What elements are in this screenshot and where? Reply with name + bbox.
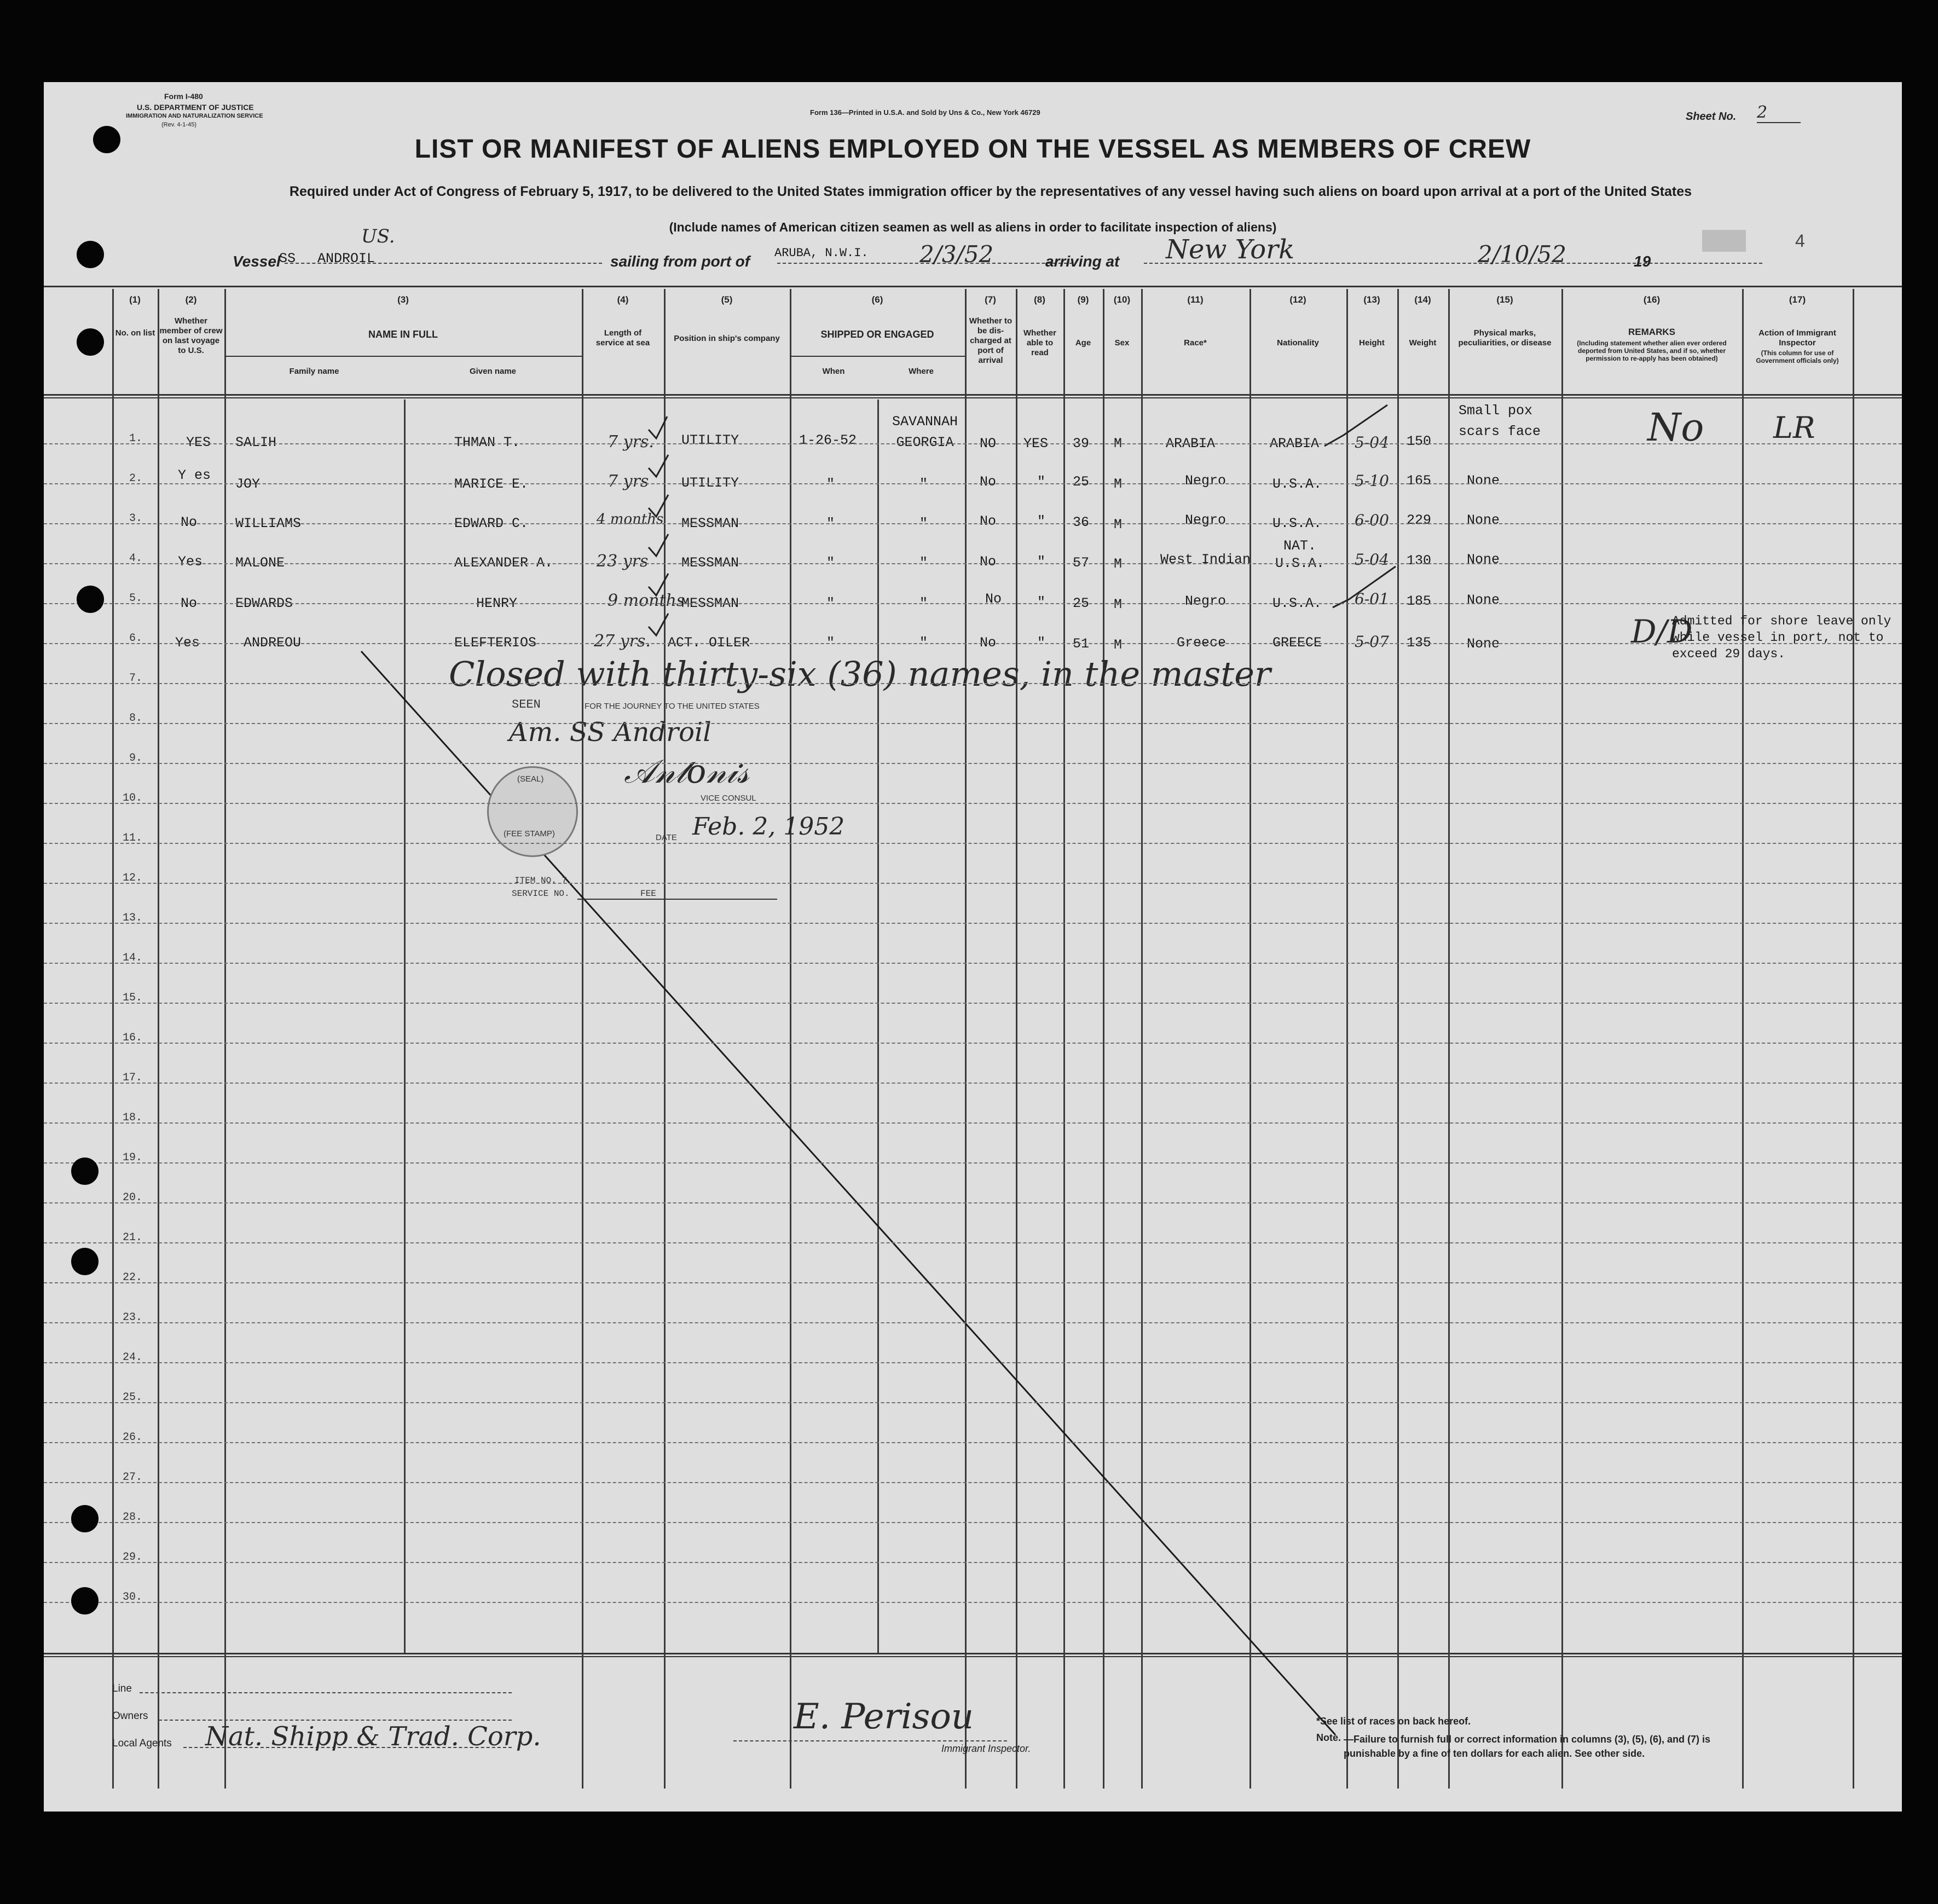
col-num-9: (9)	[1077, 294, 1089, 305]
col-num-17: (17)	[1789, 294, 1806, 305]
footer-line-label: Line	[112, 1683, 132, 1694]
line-number: 23.	[122, 1311, 142, 1324]
col-num-1: (1)	[129, 294, 141, 305]
row-rule	[44, 563, 1902, 564]
row3-when: "	[826, 516, 835, 531]
line-number: 15.	[122, 992, 142, 1004]
row2-discharged: No	[980, 474, 997, 490]
row1-nationality: ARABIA	[1270, 436, 1320, 452]
row6-height: 5-07	[1355, 633, 1389, 651]
col-num-4: (4)	[617, 294, 629, 305]
service-name: IMMIGRATION AND NATURALIZATION SERVICE	[126, 113, 263, 119]
col-head-race: Race*	[1184, 338, 1207, 348]
col-head-position: Position in ship's company	[674, 334, 780, 343]
row1-position: UTILITY	[681, 432, 739, 448]
row1-action: LR	[1773, 410, 1815, 445]
line-number: 22.	[122, 1271, 142, 1284]
row-rule	[44, 1602, 1902, 1603]
line-number: 1.	[129, 432, 142, 445]
row4-marks: None	[1467, 552, 1500, 568]
binder-hole	[77, 586, 104, 613]
port-from: ARUBA, N.W.I.	[774, 246, 869, 260]
stamp-number: 4	[1795, 231, 1805, 251]
stamp-vice-consul: VICE CONSUL	[701, 794, 756, 803]
col-head-when: When	[822, 367, 845, 376]
col-num-8: (8)	[1034, 294, 1045, 305]
stamp-fee: FEE	[640, 889, 656, 899]
col-head-remarks: REMARKS	[1628, 327, 1675, 337]
year-label: 19	[1634, 253, 1651, 270]
row-rule	[44, 723, 1902, 724]
form-title: LIST OR MANIFEST OF ALIENS EMPLOYED ON THE VESSEL AS MEMBERS OF CREW	[414, 135, 1531, 164]
col-head-where: Where	[909, 367, 934, 376]
col-num-12: (12)	[1289, 294, 1306, 305]
sailing-label: sailing from port of	[610, 253, 750, 270]
row4-age: 57	[1073, 555, 1090, 571]
row4-position: MESSMAN	[681, 555, 739, 571]
vessel-name: ANDROIL	[317, 251, 375, 267]
form-subtitle: Required under Act of Congress of February 5, 1917, to be delivered to the United States immigration officer by the representatives of any vessel having such aliens on board upon arrival at a port of the United States	[289, 184, 1692, 199]
form-note: (Include names of American citizen seamen as well as aliens in order to facilitate inspection of aliens)	[669, 220, 1277, 234]
line-number: 13.	[122, 912, 142, 924]
col-num-2: (2)	[185, 294, 197, 305]
footer-agents-value: Nat. Shipp & Trad. Corp.	[205, 1721, 541, 1752]
row6-remarks-mark: D/D	[1631, 613, 1693, 650]
row1-given: THMAN T.	[454, 435, 520, 450]
row2-race: Negro	[1185, 473, 1227, 489]
line-number: 21.	[122, 1231, 142, 1244]
row3-service: 4 months	[597, 511, 664, 528]
row-rule	[44, 1442, 1902, 1443]
row-rule	[44, 1162, 1902, 1164]
line-number: 26.	[122, 1431, 142, 1444]
row5-marks: None	[1467, 592, 1500, 608]
footer-agents-label: Local Agents	[112, 1738, 172, 1749]
row-rule	[44, 1043, 1902, 1044]
row2-age: 25	[1073, 474, 1090, 490]
col-num-11: (11)	[1187, 294, 1204, 305]
row-rule	[44, 923, 1902, 924]
col-head-crew: Whether member of crew on last voyage to U.S.	[159, 316, 223, 355]
row6-read: "	[1037, 635, 1046, 651]
row6-discharged: No	[980, 635, 997, 651]
penalty-note: —Failure to furnish full or correct information in columns (3), (5), (6), and (7) is punishable by a fine of ten dollars for each alien. See other side.	[1344, 1734, 1711, 1759]
row5-race: Negro	[1185, 593, 1227, 609]
col-head-marks: Physical marks, peculiarities, or disease	[1458, 328, 1552, 348]
col-head-discharged: Whether to be dis-charged at port of arrival	[969, 316, 1013, 365]
row5-given: HENRY	[476, 595, 518, 611]
row5-height: 6-01	[1355, 590, 1389, 608]
row3-weight: 229	[1407, 512, 1432, 528]
row3-race: Negro	[1185, 512, 1227, 528]
row1-discharged: NO	[980, 436, 997, 452]
row5-read: "	[1037, 594, 1046, 610]
line-number: 6.	[129, 632, 142, 645]
row-rule	[44, 1362, 1902, 1363]
vessel-label: Vessel	[233, 253, 281, 270]
row-rule	[44, 1322, 1902, 1323]
line-number: 3.	[129, 512, 142, 525]
row5-sex: M	[1114, 597, 1123, 612]
footer-owners-underline	[159, 1720, 512, 1721]
manifest-sheet	[44, 82, 1902, 1812]
line-number: 2.	[129, 472, 142, 485]
row5-age: 25	[1073, 595, 1090, 611]
binder-hole	[71, 1505, 99, 1532]
port-to: New York	[1166, 234, 1295, 265]
closing-note: Closed with thirty-six (36) names, in the master	[449, 654, 1271, 694]
row2-read: "	[1037, 474, 1046, 490]
row4-service: 23 yrs	[597, 552, 649, 571]
sheet-label: Sheet No.	[1686, 111, 1737, 123]
footer-owners-label: Owners	[112, 1710, 148, 1722]
line-number: 28.	[122, 1511, 142, 1524]
inspector-signature: E. Perisou	[794, 1697, 974, 1737]
check-marks	[44, 82, 1902, 1812]
line-number: 5.	[129, 592, 142, 605]
line-number: 9.	[129, 752, 142, 765]
row4-race: West Indian	[1160, 552, 1251, 568]
stamp-seen: SEEN	[512, 698, 541, 711]
note-label: Note.	[1316, 1732, 1341, 1743]
line-number: 7.	[129, 672, 142, 685]
row1-age: 39	[1073, 436, 1090, 452]
check-mark	[1324, 405, 1387, 446]
row4-where: "	[919, 555, 928, 571]
department: U.S. DEPARTMENT OF JUSTICE	[137, 103, 254, 112]
row4-when: "	[826, 555, 835, 571]
col-num-13: (13)	[1363, 294, 1380, 305]
races-note: *See list of races on back hereof.	[1316, 1716, 1471, 1727]
row4-sex: M	[1114, 556, 1123, 572]
row-rule	[44, 483, 1902, 484]
col-num-6: (6)	[871, 294, 883, 305]
row1-read: YES	[1023, 436, 1049, 452]
row1-family: SALIH	[235, 435, 277, 450]
row-rule	[44, 1522, 1902, 1523]
stamp-vessel: Am. SS Androil	[509, 717, 711, 748]
col-head-nationality: Nationality	[1277, 338, 1319, 348]
stamp-item: ITEM NO. 7	[514, 876, 568, 886]
row2-given: MARICE E.	[454, 476, 529, 492]
line-number: 29.	[122, 1551, 142, 1564]
row5-position: MESSMAN	[681, 595, 739, 611]
col-head-name: NAME IN FULL	[368, 329, 438, 340]
stamp-service: SERVICE NO.	[512, 889, 570, 899]
col-head-family: Family name	[289, 367, 339, 376]
row2-marks: None	[1467, 473, 1500, 489]
col-head-remarks-note: (Including statement whether alien ever ordered deported from United States, and if so, whether permission to re-apply has been obtained)	[1577, 339, 1727, 362]
row-rule	[44, 843, 1902, 844]
row6-when: "	[826, 635, 835, 651]
col-head-shipped: SHIPPED OR ENGAGED	[820, 329, 934, 340]
col-num-16: (16)	[1643, 294, 1661, 305]
arriving-label: arriving at	[1045, 253, 1120, 270]
stamp-fee-line	[668, 899, 777, 900]
arrival-date: 2/10/52	[1478, 241, 1566, 268]
row-rule	[44, 443, 1902, 444]
line-number: 27.	[122, 1471, 142, 1484]
binder-hole	[77, 241, 104, 268]
row1-sex: M	[1114, 436, 1123, 452]
row2-weight: 165	[1407, 473, 1432, 489]
row-rule	[44, 1562, 1902, 1563]
row3-marks: None	[1467, 512, 1500, 528]
row2-when: "	[826, 476, 835, 492]
col-head-no: No. on list	[115, 328, 155, 338]
row4-given: ALEXANDER A.	[454, 555, 553, 571]
row4-height: 5-04	[1355, 551, 1389, 569]
row4-crew: Yes	[178, 554, 203, 570]
row3-sex: M	[1114, 517, 1123, 533]
row-rule	[44, 963, 1902, 964]
row-rule	[44, 603, 1902, 604]
row3-position: MESSMAN	[681, 516, 739, 531]
row3-read: "	[1037, 513, 1046, 529]
col-num-15: (15)	[1496, 294, 1513, 305]
row1-marks: Small pox scars face	[1459, 403, 1541, 439]
row6-remarks: Admitted for shore leave only while vessel in port, not to exceed 29 days.	[1672, 614, 1891, 661]
row1-weight: 150	[1407, 433, 1432, 449]
row1-service: 7 yrs.	[608, 432, 654, 452]
row6-where: "	[919, 635, 928, 651]
line-number: 20.	[122, 1191, 142, 1204]
row2-position: UTILITY	[681, 475, 739, 491]
col-num-10: (10)	[1113, 294, 1131, 305]
row1-remarks: No	[1647, 405, 1704, 450]
row5-service: 9 months	[608, 591, 685, 610]
row2-service: 7 yrs	[608, 472, 649, 491]
row6-crew: Yes	[175, 635, 200, 651]
vessel-annotation: US.	[361, 225, 395, 247]
row3-where: "	[919, 516, 928, 531]
col-num-3: (3)	[397, 294, 409, 305]
row5-family: EDWARDS	[235, 595, 293, 611]
row4-discharged: No	[980, 554, 997, 570]
check-mark	[649, 495, 668, 517]
row3-crew: No	[181, 514, 198, 530]
binder-hole	[93, 126, 120, 153]
row1-where: SAVANNAH GEORGIA	[892, 414, 958, 450]
row2-sex: M	[1114, 476, 1123, 492]
row4-family: MALONE	[235, 555, 285, 571]
stamp-service-line	[577, 899, 670, 900]
row-rule	[44, 643, 1902, 644]
row-rule	[44, 1003, 1902, 1004]
stamp-fee-stamp: (FEE STAMP)	[504, 829, 555, 838]
sheet-number: 2	[1757, 103, 1801, 123]
col-head-given: Given name	[469, 367, 517, 376]
vessel-prefix: SS	[279, 251, 296, 267]
line-number: 16.	[122, 1032, 142, 1044]
line-number: 17.	[122, 1072, 142, 1084]
row-rule	[44, 523, 1902, 524]
row6-sex: M	[1114, 637, 1123, 653]
col-head-sex: Sex	[1114, 338, 1130, 348]
row2-crew: Y es	[178, 467, 211, 483]
col-num-7: (7)	[985, 294, 996, 305]
row1-height: 5-04	[1355, 433, 1389, 452]
row3-nationality: U.S.A.	[1272, 516, 1322, 531]
row-rule	[44, 763, 1902, 764]
line-number: 30.	[122, 1591, 142, 1604]
col-head-weight: Weight	[1409, 338, 1437, 348]
row-rule	[44, 803, 1902, 804]
row2-where: "	[919, 476, 928, 492]
line-number: 8.	[129, 712, 142, 725]
row3-discharged: No	[980, 513, 997, 529]
row6-position: ACT. OILER	[668, 635, 750, 651]
row6-service: 27 yrs.	[594, 632, 651, 651]
col-num-14: (14)	[1414, 294, 1431, 305]
col-head-read: Whether able to read	[1023, 328, 1056, 357]
inspector-underline	[733, 1740, 1007, 1741]
row4-weight: 130	[1407, 553, 1432, 569]
row2-family: JOY	[235, 476, 261, 492]
revision: (Rev. 4-1-45)	[161, 121, 196, 128]
row2-height: 5-10	[1355, 472, 1389, 490]
col-head-age: Age	[1075, 338, 1091, 348]
check-mark	[1333, 566, 1396, 607]
row3-height: 6-00	[1355, 511, 1389, 529]
stamp-seal: (SEAL)	[517, 774, 544, 784]
check-mark	[649, 534, 668, 556]
col-head-service: Length of service at sea	[595, 328, 650, 348]
line-number: 25.	[122, 1391, 142, 1404]
row5-nationality: U.S.A.	[1272, 595, 1322, 611]
row6-age: 51	[1073, 636, 1090, 652]
stamp-date-label: DATE	[656, 833, 677, 842]
row5-discharged: No	[985, 591, 1002, 607]
line-number: 11.	[122, 832, 142, 844]
form-number: Form I-480	[164, 92, 203, 101]
row-rule	[44, 883, 1902, 884]
line-number: 19.	[122, 1151, 142, 1164]
col-num-5: (5)	[721, 294, 733, 305]
row4-read: "	[1037, 554, 1046, 570]
check-mark	[649, 614, 668, 635]
row5-when: "	[826, 595, 835, 611]
row6-family: ANDREOU	[244, 635, 302, 651]
row-rule	[44, 1282, 1902, 1283]
row3-age: 36	[1073, 514, 1090, 530]
row-rule	[44, 683, 1902, 684]
row-rule	[44, 1482, 1902, 1483]
line-number: 18.	[122, 1112, 142, 1124]
binder-hole	[71, 1248, 99, 1275]
row3-family: WILLIAMS	[235, 516, 302, 531]
line-number: 12.	[122, 872, 142, 884]
row1-race: ARABIA	[1166, 436, 1216, 452]
row-rule	[44, 1202, 1902, 1203]
row5-where: "	[919, 595, 928, 611]
row-rule	[44, 1083, 1902, 1084]
row5-crew: No	[181, 595, 198, 611]
col-head-action-note: (This column for use of Government officials only)	[1756, 349, 1839, 364]
check-mark	[649, 574, 668, 595]
row3-given: EDWARD C.	[454, 516, 529, 531]
check-mark	[649, 416, 667, 438]
line-number: 10.	[122, 792, 142, 805]
row-rule	[44, 1402, 1902, 1403]
line-number: 4.	[129, 552, 142, 565]
row6-nationality: GREECE	[1272, 635, 1322, 651]
row4-nationality: NAT. U.S.A.	[1275, 538, 1324, 571]
binder-hole	[77, 328, 104, 356]
row6-given: ELEFTERIOS	[454, 635, 537, 651]
binder-hole	[71, 1587, 99, 1614]
row1-crew: YES	[186, 435, 211, 450]
line-number: 24.	[122, 1351, 142, 1364]
line-number: 14.	[122, 952, 142, 964]
row5-weight: 185	[1407, 593, 1432, 609]
row-rule	[44, 1122, 1902, 1124]
row2-nationality: U.S.A.	[1272, 476, 1322, 492]
inspector-label: Immigrant Inspector.	[941, 1743, 1031, 1754]
printer-note: Form 136—Printed in U.S.A. and Sold by Uns & Co., New York 46729	[810, 108, 1040, 117]
stamp-journey: FOR THE JOURNEY TO THE UNITED STATES	[585, 702, 760, 711]
row6-marks: None	[1467, 636, 1500, 652]
sailing-date: 2/3/52	[919, 241, 994, 268]
row6-race: Greece	[1177, 635, 1227, 651]
row6-weight: 135	[1407, 635, 1432, 651]
col-head-action: Action of Immigrant Inspector	[1758, 328, 1836, 348]
footer-line-underline	[140, 1692, 512, 1693]
stamp-date: Feb. 2, 1952	[692, 813, 845, 841]
col-head-height: Height	[1359, 338, 1385, 348]
consul-signature: 𝒜𝓃𝓉𝑜𝓃𝒾𝓈	[624, 753, 749, 791]
row1-when: 1-26-52	[799, 432, 857, 448]
binder-hole	[71, 1158, 99, 1185]
check-mark	[649, 455, 668, 477]
row-rule	[44, 1242, 1902, 1243]
